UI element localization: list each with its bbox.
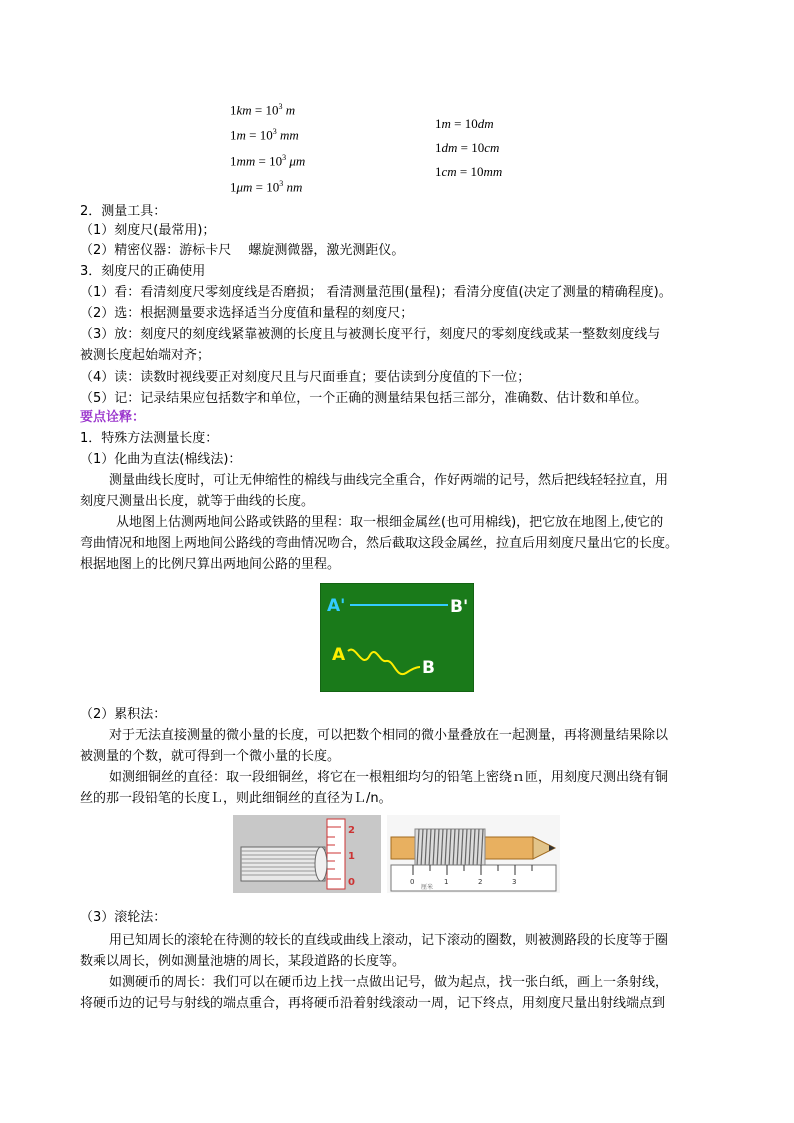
text-line: 刻度尺测量出长度，就等于曲线的长度。 bbox=[80, 494, 315, 509]
section-heading: 2．测量工具： bbox=[80, 204, 167, 219]
text-line: （4）读：读数时视线要正对刻度尺且与尺面垂直；要估读到分度值的下一位； bbox=[80, 370, 531, 385]
ruler bbox=[391, 865, 556, 891]
formula-km-m: $1km = 10^3$ m bbox=[230, 102, 296, 118]
pencil-coil-figure bbox=[387, 815, 560, 893]
ruler-unit: 厘米 bbox=[421, 884, 434, 891]
text-line: （2）选：根据测量要求选择适当分度值和量程的刻度尺； bbox=[80, 306, 414, 321]
text-line: （2）累积法： bbox=[80, 707, 167, 722]
tick-label: 0 bbox=[348, 877, 355, 888]
text-line: 数乘以周长，例如测量池塘的周长，某段道路的长度等。 bbox=[80, 954, 406, 969]
text-line: 被测量的个数，就可得到一个微小量的长度。 bbox=[80, 749, 341, 764]
formula-m-dm: 1m = 10dm bbox=[435, 116, 494, 131]
text-line: （2）精密仪器：游标卡尺 螺旋测微器，激光测距仪。 bbox=[80, 243, 405, 258]
formula-cm-mm: 1cm = 10mm bbox=[435, 164, 503, 179]
formula-dm-cm: 1dm = 10cm bbox=[435, 140, 500, 155]
text-line: （5）记：记录结果应包括数字和单位，一个正确的测量结果包括三部分，准确数、估计数和单位。 bbox=[80, 391, 648, 406]
formula-m-mm: $1m = 10^3$ mm bbox=[230, 127, 299, 143]
text-line: 弯曲情况和地图上两地间公路线的弯曲情况吻合，然后截取这段金属丝，拉直后用刻度尺量出它的长度。 bbox=[80, 536, 679, 551]
text-line: （1）刻度尺(最常用)； bbox=[80, 223, 216, 238]
key-points-heading: 要点诠释： bbox=[80, 410, 146, 425]
label-b-prime: B' bbox=[450, 597, 469, 617]
tick-label: 2 bbox=[348, 825, 355, 836]
ruler-num: 2 bbox=[478, 878, 483, 886]
text-line: 用已知周长的滚轮在待测的较长的直线或曲线上滚动，记下滚动的圈数，则被测路段的长度等于圈 bbox=[109, 933, 669, 948]
text-line: 测量曲线长度时，可让无伸缩性的棉线与曲线完全重合，作好两端的记号，然后把线轻轻拉直，用 bbox=[109, 473, 669, 488]
formula-um-nm: $1\mu m = 10^3$ nm bbox=[230, 179, 303, 195]
curve-straightening-figure bbox=[320, 583, 474, 692]
tick-label: 1 bbox=[348, 851, 355, 862]
wire-stack-figure bbox=[233, 815, 381, 893]
label-a-prime: A' bbox=[327, 596, 346, 616]
formula-mm-um: $1mm = 10^3$ μm bbox=[230, 153, 306, 169]
label-b: B bbox=[422, 658, 435, 678]
text-line: （3）滚轮法： bbox=[80, 910, 167, 925]
text-line: 如测细铜丝的直径：取一段细铜丝，将它在一根粗细均匀的铅笔上密绕ｎ匝，用刻度尺测出绕有铜 bbox=[109, 770, 669, 785]
section-heading: 1．特殊方法测量长度： bbox=[80, 431, 219, 446]
text-line: （3）放：刻度尺的刻度线紧靠被测的长度且与被测长度平行，刻度尺的零刻度线或某一整数刻度线与 bbox=[80, 327, 661, 342]
section-heading: 3．刻度尺的正确使用 bbox=[80, 264, 206, 279]
text-line: （1）看：看清刻度尺零刻度线是否磨损； 看清测量范围(量程)；看清分度值(决定了测量的精确程度)。 bbox=[80, 285, 672, 300]
text-line: 将硬币边的记号与射线的端点重合，再将硬币沿着射线滚动一周，记下终点，用刻度尺量出射线端点到 bbox=[80, 996, 666, 1011]
wire-bundle bbox=[241, 847, 325, 881]
ruler-num: 1 bbox=[444, 878, 449, 886]
text-line: 根据地图上的比例尺算出两地间公路的里程。 bbox=[80, 557, 341, 572]
ruler-num: 0 bbox=[410, 878, 415, 886]
ruler-num: 3 bbox=[512, 878, 517, 886]
text-line: 对于无法直接测量的微小量的长度，可以把数个相同的微小量叠放在一起测量，再将测量结果除以 bbox=[109, 728, 669, 743]
text-line: 被测长度起始端对齐； bbox=[80, 348, 211, 363]
text-line: 丝的那一段铅笔的长度Ｌ，则此细铜丝的直径为Ｌ/n。 bbox=[80, 791, 392, 806]
text-line: 如测硬币的周长：我们可以在硬币边上找一点做出记号，做为起点，找一张白纸，画上一条射线， bbox=[109, 975, 669, 990]
label-a: A bbox=[332, 645, 346, 665]
text-line: （1）化曲为直法(棉线法)： bbox=[80, 452, 242, 467]
text-line: 从地图上估测两地间公路或铁路的里程：取一根细金属丝(也可用棉线)，把它放在地图上,使它的 bbox=[116, 515, 664, 530]
